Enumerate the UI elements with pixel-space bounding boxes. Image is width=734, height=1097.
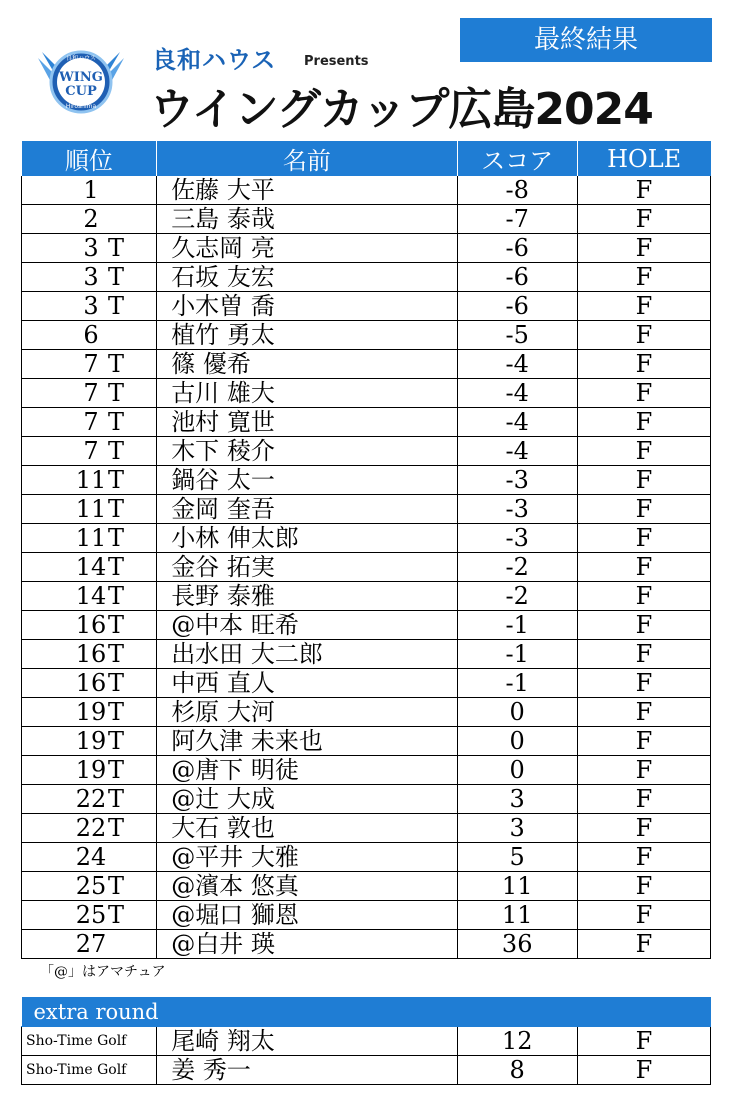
logo-wing-text: WING — [59, 70, 103, 85]
score-cell: -2 — [457, 582, 577, 611]
tie-marker: T — [108, 350, 125, 378]
score-cell: -8 — [457, 176, 577, 205]
player-name: 久志岡 亮 — [157, 234, 457, 263]
rank-cell — [22, 611, 157, 640]
hole-cell: F — [577, 640, 710, 669]
player-name: 金谷 拓実 — [157, 553, 457, 582]
rank-cell — [22, 698, 157, 727]
score-cell: -6 — [457, 234, 577, 263]
rank-cell — [22, 350, 157, 379]
hole-cell: F — [577, 234, 710, 263]
rank-cell — [22, 321, 157, 350]
table-row — [22, 785, 711, 814]
extra-round-header-score — [457, 998, 577, 1027]
hole-cell: F — [577, 524, 710, 553]
score-cell: -5 — [457, 321, 577, 350]
rank-number: 11 — [75, 495, 107, 523]
tie-marker: T — [108, 495, 125, 523]
rank-cell — [22, 234, 157, 263]
tie-marker: T — [108, 408, 125, 436]
rank-number: 16 — [75, 669, 107, 697]
score-cell: -4 — [457, 437, 577, 466]
tie-marker: T — [108, 437, 125, 465]
score-cell: -1 — [457, 611, 577, 640]
tie-marker: T — [108, 727, 125, 755]
extra-round-table — [21, 997, 711, 1085]
header-name: 名前 — [157, 141, 457, 176]
table-row — [22, 437, 711, 466]
rank-cell — [22, 292, 157, 321]
hole-cell: F — [577, 437, 710, 466]
hole-cell: F — [577, 582, 710, 611]
hole-cell: F — [577, 379, 710, 408]
tie-marker: T — [108, 466, 125, 494]
extra-round-row — [22, 1027, 711, 1056]
rank-cell — [22, 437, 157, 466]
score-cell: 8 — [457, 1056, 577, 1085]
hole-cell: F — [577, 930, 710, 959]
tie-marker: T — [108, 756, 125, 784]
hole-cell: F — [577, 292, 710, 321]
hole-cell: F — [577, 727, 710, 756]
rank-cell — [22, 553, 157, 582]
score-cell: -3 — [457, 466, 577, 495]
player-name: 佐藤 大平 — [157, 176, 457, 205]
tie-marker: T — [108, 785, 125, 813]
rank-cell — [22, 379, 157, 408]
player-name: @濱本 悠真 — [157, 872, 457, 901]
score-cell: 11 — [457, 901, 577, 930]
table-row — [22, 640, 711, 669]
rank-number: 19 — [75, 698, 107, 726]
tie-marker: T — [108, 698, 125, 726]
extra-round-row — [22, 1056, 711, 1085]
player-name: @白井 瑛 — [157, 930, 457, 959]
rank-number: 16 — [75, 640, 107, 668]
tie-marker: T — [108, 640, 125, 668]
table-row — [22, 524, 711, 553]
rank-cell — [22, 669, 157, 698]
extra-round-title: extra round — [22, 998, 458, 1027]
rank-number: 6 — [83, 321, 99, 349]
score-cell: -3 — [457, 524, 577, 553]
hole-cell: F — [577, 350, 710, 379]
player-name: 姜 秀一 — [157, 1056, 457, 1085]
rank-number: 7 — [83, 379, 99, 407]
player-name: @辻 大成 — [157, 785, 457, 814]
tie-marker: T — [108, 379, 125, 407]
score-cell: 11 — [457, 872, 577, 901]
results-header-row — [22, 141, 711, 176]
player-name: 篠 優希 — [157, 350, 457, 379]
player-name: 小林 伸太郎 — [157, 524, 457, 553]
header-hole: HOLE — [577, 141, 710, 176]
rank-number: 11 — [75, 466, 107, 494]
extra-round-header-hole — [577, 998, 710, 1027]
hole-cell: F — [577, 495, 710, 524]
hole-cell: F — [577, 872, 710, 901]
hole-cell: F — [577, 321, 710, 350]
player-name: 古川 雄大 — [157, 379, 457, 408]
rank-cell — [22, 814, 157, 843]
score-cell: 3 — [457, 785, 577, 814]
player-name: @唐下 明徒 — [157, 756, 457, 785]
table-row — [22, 582, 711, 611]
hole-cell: F — [577, 263, 710, 292]
hole-cell: F — [577, 611, 710, 640]
player-name: 三島 泰哉 — [157, 205, 457, 234]
group-name: Sho-Time Golf — [22, 1027, 157, 1056]
results-body — [22, 176, 711, 959]
rank-cell — [22, 930, 157, 959]
table-row — [22, 408, 711, 437]
table-row — [22, 263, 711, 292]
table-row — [22, 611, 711, 640]
rank-cell — [22, 756, 157, 785]
rank-cell — [22, 495, 157, 524]
player-name: @堀口 獅恩 — [157, 901, 457, 930]
rank-number: 7 — [83, 350, 99, 378]
rank-cell — [22, 524, 157, 553]
tie-marker: T — [108, 263, 125, 291]
player-name: 杉原 大河 — [157, 698, 457, 727]
tie-marker: T — [108, 553, 125, 581]
hole-cell: F — [577, 669, 710, 698]
hole-cell: F — [577, 785, 710, 814]
score-cell: -1 — [457, 640, 577, 669]
hole-cell: F — [577, 901, 710, 930]
tie-marker: T — [108, 582, 125, 610]
rank-number: 2 — [83, 205, 99, 233]
rank-number: 11 — [75, 524, 107, 552]
player-name: 中西 直人 — [157, 669, 457, 698]
rank-number: 14 — [75, 582, 107, 610]
table-row — [22, 727, 711, 756]
table-row — [22, 321, 711, 350]
player-name: 長野 泰雅 — [157, 582, 457, 611]
player-name: 鍋谷 太一 — [157, 466, 457, 495]
rank-number: 19 — [75, 727, 107, 755]
rank-number: 7 — [83, 437, 99, 465]
logo-sponsor-text: 良和ハウス — [66, 55, 96, 62]
table-row — [22, 234, 711, 263]
table-row — [22, 379, 711, 408]
table-row — [22, 495, 711, 524]
results-table — [21, 141, 711, 959]
rank-cell — [22, 727, 157, 756]
table-row — [22, 205, 711, 234]
player-name: 石坂 友宏 — [157, 263, 457, 292]
table-row — [22, 176, 711, 205]
player-name: 池村 寛世 — [157, 408, 457, 437]
hole-cell: F — [577, 1056, 710, 1085]
table-row — [22, 350, 711, 379]
score-cell: 12 — [457, 1027, 577, 1056]
score-cell: -1 — [457, 669, 577, 698]
player-name: @平井 大雅 — [157, 843, 457, 872]
rank-number: 19 — [75, 756, 107, 784]
table-row — [22, 930, 711, 959]
score-cell: -2 — [457, 553, 577, 582]
score-cell: -4 — [457, 379, 577, 408]
rank-number: 7 — [83, 408, 99, 436]
player-name: 金岡 奎吾 — [157, 495, 457, 524]
score-cell: -4 — [457, 408, 577, 437]
wing-cup-logo — [36, 42, 126, 116]
sponsor-name: 良和ハウス — [152, 46, 277, 74]
rank-cell — [22, 872, 157, 901]
rank-cell — [22, 785, 157, 814]
hole-cell: F — [577, 698, 710, 727]
score-cell: 3 — [457, 814, 577, 843]
tie-marker: T — [108, 814, 125, 842]
rank-number: 22 — [75, 814, 107, 842]
player-name: 尾崎 翔太 — [157, 1027, 457, 1056]
rank-number: 1 — [83, 176, 99, 204]
rank-number: 24 — [75, 843, 107, 871]
table-row — [22, 814, 711, 843]
tie-marker: T — [108, 901, 125, 929]
player-name: 木下 稜介 — [157, 437, 457, 466]
score-cell: 0 — [457, 698, 577, 727]
table-row — [22, 292, 711, 321]
hole-cell: F — [577, 843, 710, 872]
logo-place-text: Hiroshima — [65, 103, 97, 110]
rank-cell — [22, 466, 157, 495]
tie-marker: T — [108, 611, 125, 639]
table-row — [22, 872, 711, 901]
rank-cell — [22, 640, 157, 669]
table-row — [22, 553, 711, 582]
tie-marker: T — [108, 234, 125, 262]
score-cell: 5 — [457, 843, 577, 872]
rank-cell — [22, 901, 157, 930]
table-row — [22, 698, 711, 727]
tie-marker: T — [108, 524, 125, 552]
rank-number: 22 — [75, 785, 107, 813]
hole-cell: F — [577, 756, 710, 785]
tie-marker: T — [108, 872, 125, 900]
rank-number: 3 — [83, 292, 99, 320]
tie-marker: T — [108, 669, 125, 697]
rank-cell — [22, 176, 157, 205]
rank-number: 3 — [83, 234, 99, 262]
final-results-badge: 最終結果 — [460, 18, 712, 62]
score-cell: 0 — [457, 727, 577, 756]
player-name: 阿久津 未来也 — [157, 727, 457, 756]
extra-round-header-row — [22, 998, 711, 1027]
score-cell: -7 — [457, 205, 577, 234]
presents-label: Presents — [304, 54, 369, 69]
rank-number: 14 — [75, 553, 107, 581]
rank-cell — [22, 843, 157, 872]
hole-cell: F — [577, 205, 710, 234]
rank-cell — [22, 582, 157, 611]
group-name: Sho-Time Golf — [22, 1056, 157, 1085]
table-row — [22, 466, 711, 495]
table-row — [22, 756, 711, 785]
header-score: スコア — [457, 141, 577, 176]
header-rank: 順位 — [22, 141, 157, 176]
amateur-note: 「@」はアマチュア — [40, 964, 166, 980]
score-cell: 36 — [457, 930, 577, 959]
hole-cell: F — [577, 176, 710, 205]
score-cell: -6 — [457, 292, 577, 321]
logo-cup-text: CUP — [65, 84, 97, 99]
score-cell: -4 — [457, 350, 577, 379]
rank-number: 25 — [75, 872, 107, 900]
rank-number: 16 — [75, 611, 107, 639]
player-name: 大石 敦也 — [157, 814, 457, 843]
score-cell: -3 — [457, 495, 577, 524]
player-name: 出水田 大二郎 — [157, 640, 457, 669]
score-cell: -6 — [457, 263, 577, 292]
rank-cell — [22, 263, 157, 292]
hole-cell: F — [577, 408, 710, 437]
hole-cell: F — [577, 466, 710, 495]
rank-cell — [22, 408, 157, 437]
rank-cell — [22, 205, 157, 234]
hole-cell: F — [577, 1027, 710, 1056]
hole-cell: F — [577, 814, 710, 843]
table-row — [22, 901, 711, 930]
table-row — [22, 843, 711, 872]
extra-round-body — [22, 998, 711, 1085]
player-name: 植竹 勇太 — [157, 321, 457, 350]
rank-number: 27 — [75, 930, 107, 958]
table-row — [22, 669, 711, 698]
player-name: @中本 旺希 — [157, 611, 457, 640]
player-name: 小木曽 喬 — [157, 292, 457, 321]
score-cell: 0 — [457, 756, 577, 785]
rank-number: 3 — [83, 263, 99, 291]
rank-number: 25 — [75, 901, 107, 929]
event-title: ウイングカップ広島2024 — [150, 84, 653, 135]
tie-marker: T — [108, 292, 125, 320]
hole-cell: F — [577, 553, 710, 582]
